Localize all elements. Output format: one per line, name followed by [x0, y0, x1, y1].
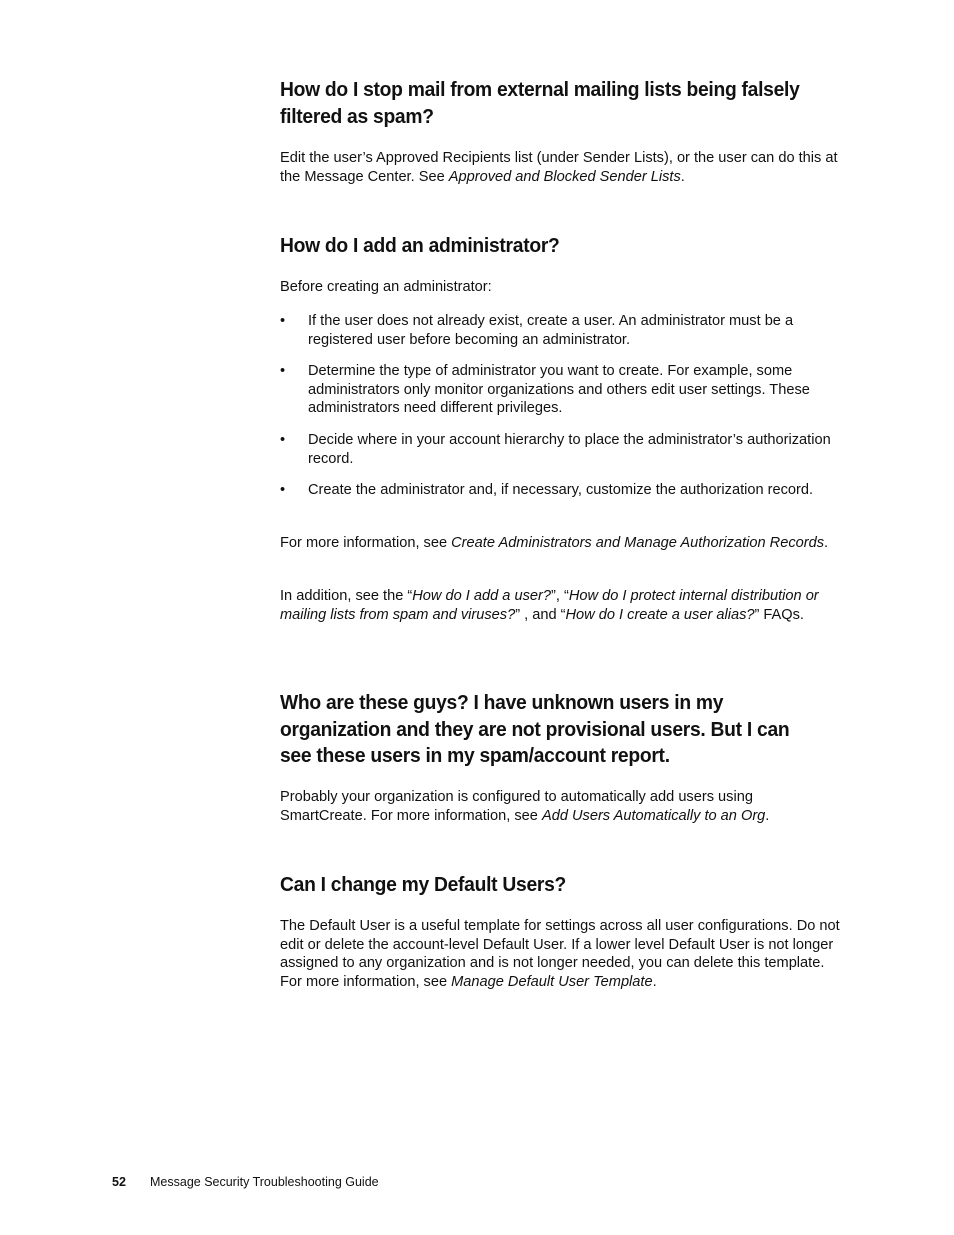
list-item: • Determine the type of administrator you want to create. For example, some administrators only monitor organizations and others edit user settings. These administrators need different privileges.	[280, 363, 810, 416]
paragraph-more-info-admin: For more information, see Create Administrators and Manage Authorization Records.	[280, 535, 829, 551]
bullet-glyph: •	[280, 313, 286, 329]
list-item: • Create the administrator and, if necessary, customize the authorization record.	[280, 482, 814, 498]
page-number: 52	[112, 1175, 126, 1189]
heading-add-administrator: How do I add an administrator?	[280, 234, 560, 257]
heading-stop-mail-falsely-filtered: How do I stop mail from external mailing lists being falsely filtered as spam?	[280, 78, 800, 128]
reference-user-alias-faq: How do I create a user alias?	[565, 606, 755, 623]
paragraph-approved-recipients: Edit the user’s Approved Recipients list (under Sender Lists), or the user can do this at the Message Center. See Approved and Blocked Sender Lists.	[280, 150, 838, 185]
heading-change-default-users: Can I change my Default Users?	[280, 873, 567, 896]
reference-add-users-automatically: Add Users Automatically to an Org	[541, 807, 766, 824]
reference-add-user-faq: How do I add a user?	[412, 588, 551, 604]
heading-unknown-users: Who are these guys? I have unknown users in my organization and they are not provisional users. But I can see these users in my spam/account report.	[280, 691, 790, 767]
document-title: Message Security Troubleshooting Guide	[150, 1175, 379, 1189]
bullet-glyph: •	[280, 482, 286, 498]
reference-manage-default-user-template: Manage Default User Template	[451, 973, 653, 990]
bullet-glyph: •	[280, 363, 286, 379]
page-footer	[112, 1174, 379, 1190]
paragraph-before-creating-admin: Before creating an administrator:	[280, 279, 492, 295]
bullet-glyph: •	[280, 432, 286, 448]
list-item: • Decide where in your account hierarchy to place the administrator’s authorization record.	[280, 432, 831, 467]
paragraph-smartcreate: Probably your organization is configured to automatically add users using SmartCreate. For more information, see Add Users Automatically to an Org.	[280, 789, 770, 824]
reference-protect-lists-faq: How do I protect internal distribution or mailing lists from spam and viruses?	[280, 588, 819, 623]
paragraph-related-faqs: In addition, see the “How do I add a user?”, “How do I protect internal distribution or mailing lists from spam and viruses?” , and “How do I create a user alias?” FAQs.	[280, 588, 819, 623]
reference-approved-blocked-sender-lists: Approved and Blocked Sender Lists	[448, 168, 681, 185]
reference-create-administrators: Create Administrators and Manage Authorization Records	[451, 535, 825, 551]
paragraph-default-user-template: The Default User is a useful template for settings across all user configurations. Do not edit or delete the account-level Default User. If a lower level Default User is not longer assigned to any organization and is not longer needed, you can delete this template. For more information, see Manage Default User Template.	[280, 918, 840, 990]
list-item: • If the user does not already exist, create a user. An administrator must be a registered user before becoming an administrator.	[280, 313, 794, 348]
